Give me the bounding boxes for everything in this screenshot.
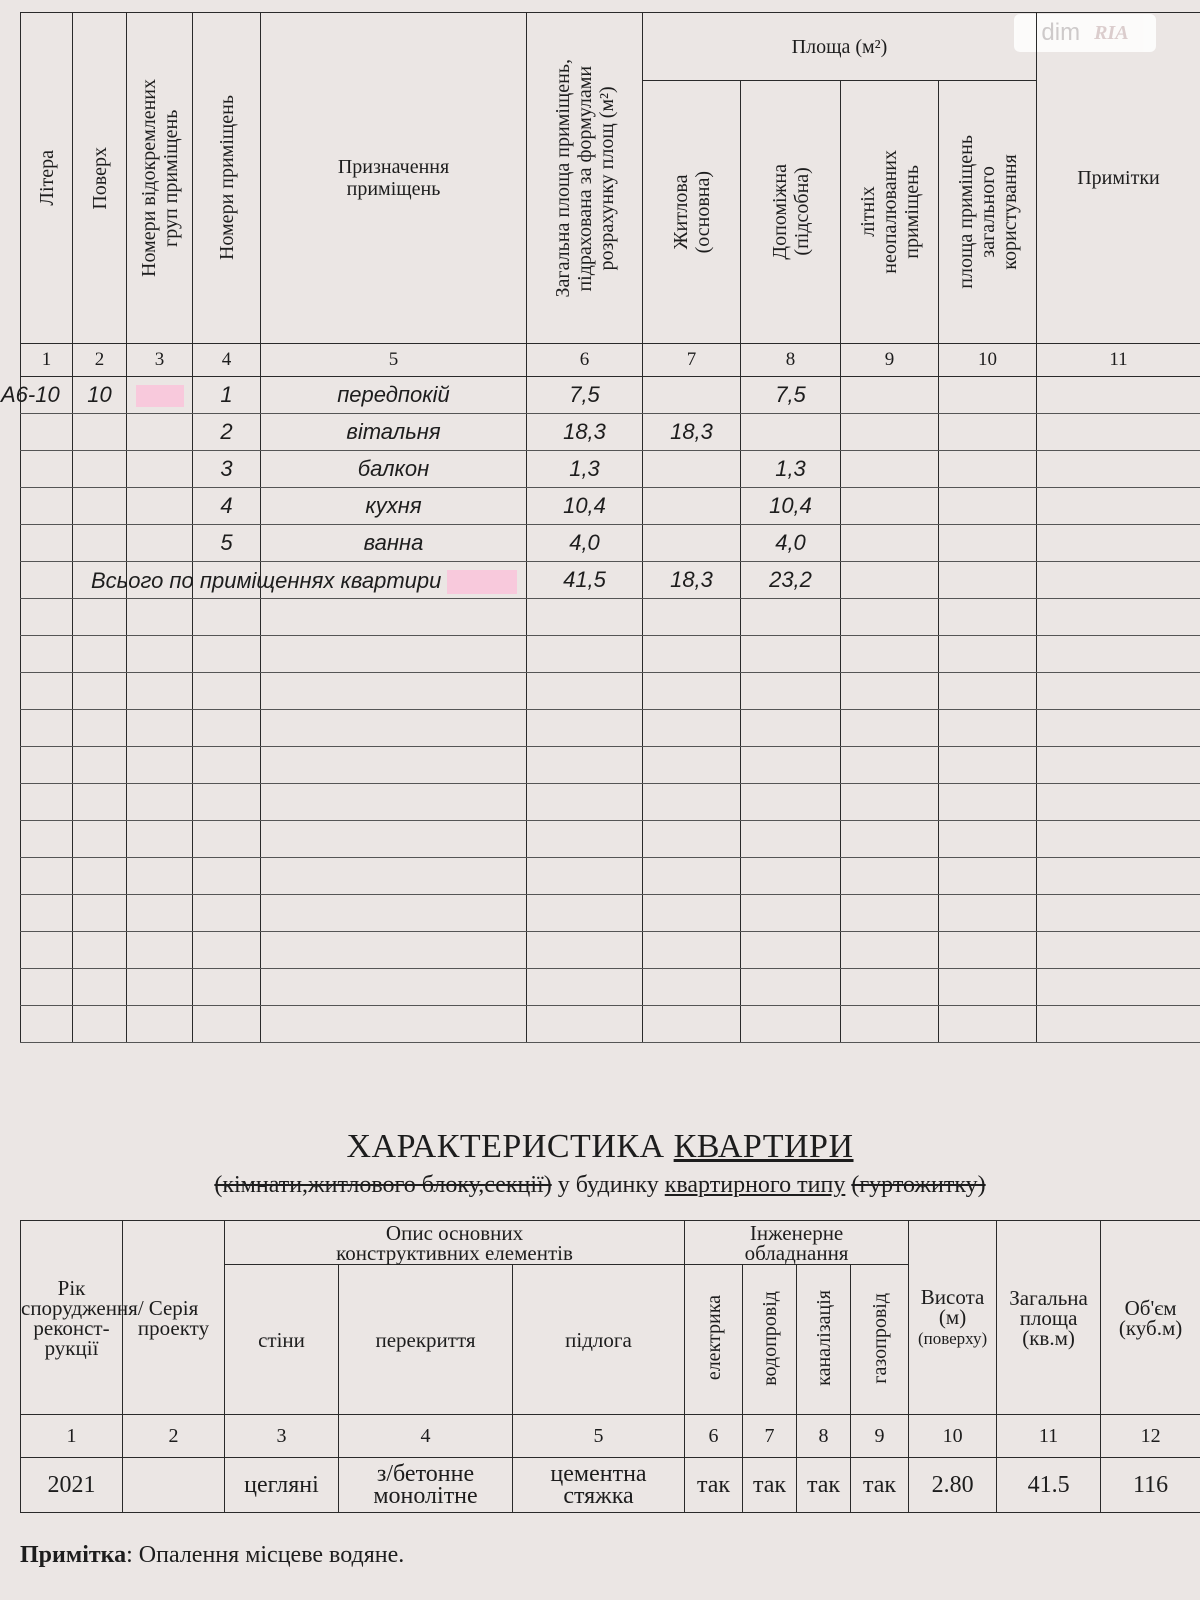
header-living: Житлова (основна) <box>643 81 741 344</box>
footnote-label: Примітка <box>20 1542 127 1568</box>
total-living: 18,3 <box>643 562 741 599</box>
header-gas: газопровід <box>851 1265 909 1415</box>
header-auxiliary: Допоміжна (підсобна) <box>741 81 841 344</box>
value-sewer: так <box>797 1458 851 1513</box>
header-sewer: каналізація <box>797 1265 851 1415</box>
header-ceiling: перекриття <box>339 1265 513 1415</box>
header-floor: підлога <box>513 1265 685 1415</box>
header-litera: Літера <box>21 13 73 344</box>
total-area: 41,5 <box>527 562 643 599</box>
header-engineering-group: Інженерне обладнання <box>685 1221 909 1265</box>
value-water: так <box>743 1458 797 1513</box>
characteristic-subheading: (кімнати,житлового блоку,секції) у будинку квартирного типу (гуртожитку) <box>214 1172 986 1198</box>
header-total-area: Загальна площа приміщень, підрахована за формулами розрахунку площ (м²) <box>527 13 643 344</box>
char-values-row <box>21 1458 1200 1513</box>
value-volume: 116 <box>1101 1458 1200 1513</box>
table-row: 4 кухня 10,4 10,4 <box>21 488 1200 525</box>
value-electric: так <box>685 1458 743 1513</box>
value-floor: цементна стяжка <box>513 1458 685 1513</box>
header-electric: електрика <box>685 1265 743 1415</box>
footnote-text: : Опалення місцеве водяне. <box>126 1542 405 1568</box>
header-floor: Поверх <box>73 13 127 344</box>
value-walls: цегляні <box>225 1458 339 1513</box>
column-number-row: 1 2 3 4 5 6 7 8 9 10 11 <box>21 344 1200 377</box>
header-purpose: Призначення приміщень <box>261 13 527 344</box>
value-series <box>123 1458 225 1513</box>
table-row: 2 вітальня 18,3 18,3 <box>21 414 1200 451</box>
table-row: А6-10 10 1 передпокій 7,5 7,5 <box>21 377 1200 414</box>
char-column-number-row: 1 2 3 4 5 6 7 8 9 10 11 12 <box>21 1415 1200 1458</box>
header-water: водопровід <box>743 1265 797 1415</box>
header-volume: Об'єм (куб.м) <box>1101 1221 1200 1415</box>
total-label: Всього по приміщеннях квартири <box>91 568 442 593</box>
header-series: Серія проекту <box>123 1221 225 1415</box>
rooms-table <box>1 12 1200 1043</box>
header-total-area-char: Загальна площа (кв.м) <box>997 1221 1101 1415</box>
table-row: 3 балкон 1,3 1,3 <box>21 451 1200 488</box>
value-year: 2021 <box>21 1458 123 1513</box>
footnote <box>20 1542 404 1569</box>
litera-value: А6-10 <box>21 377 73 414</box>
header-notes: Примітки <box>1037 13 1200 344</box>
header-common: площа приміщень загального користування <box>939 81 1037 344</box>
header-structural-group: Опис основних конструктивних елементів <box>225 1221 685 1265</box>
total-label-cell <box>91 562 527 599</box>
value-ceiling: з/бетонне монолітне <box>339 1458 513 1513</box>
characteristic-heading: ХАРАКТЕРИСТИКА КВАРТИРИ <box>346 1128 854 1165</box>
value-gas: так <box>851 1458 909 1513</box>
header-year: Рік спорудження/ реконст- рукції <box>21 1221 123 1415</box>
table-row: 5 ванна 4,0 4,0 <box>21 525 1200 562</box>
value-total-area: 41.5 <box>997 1458 1101 1513</box>
redacted-group-number <box>127 377 193 414</box>
value-height: 2.80 <box>909 1458 997 1513</box>
watermark-dim: dim <box>1041 19 1081 46</box>
header-room-numbers: Номери приміщень <box>193 13 261 344</box>
header-height: Висота (м) (поверху) <box>909 1221 997 1415</box>
header-area-group: Площа (м²) <box>643 13 1037 81</box>
header-group-numbers: Номери відокремлених груп приміщень <box>127 13 193 344</box>
total-aux: 23,2 <box>741 562 841 599</box>
watermark-ria: RIA <box>1094 21 1129 44</box>
header-summer: літніх неопалюваних приміщень <box>841 81 939 344</box>
floor-value: 10 <box>73 377 127 414</box>
characteristic-table <box>20 1220 1200 1513</box>
total-row <box>21 562 1200 599</box>
header-walls: стіни <box>225 1265 339 1415</box>
